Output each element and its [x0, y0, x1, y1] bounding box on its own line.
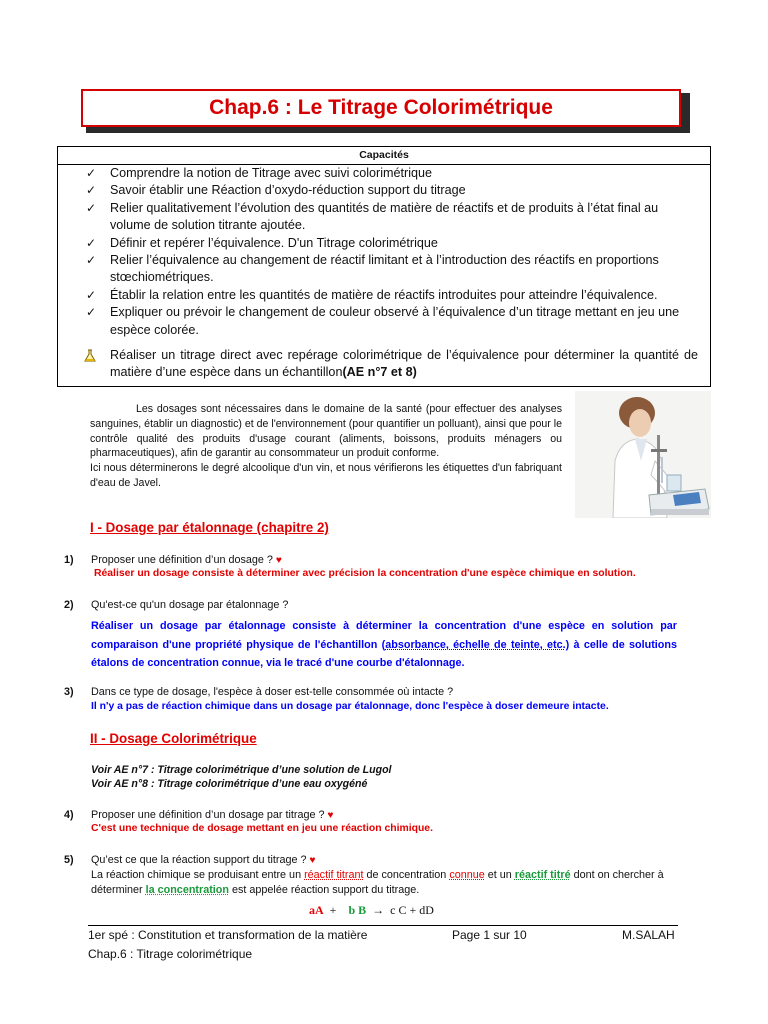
- capacite-item: ✓ Relier l’équivalence au changement de réactif limitant et à l’introduction des réactifs en proportions stœchiométriques.: [86, 253, 659, 285]
- capacites-list: [58, 165, 710, 382]
- capacite-item: ✓ Expliquer ou prévoir le changement de couleur observé à l’équivalence d’un titrage mettant en jeu une espèce colorée.: [86, 305, 680, 337]
- check-icon: ✓: [86, 200, 97, 215]
- ae7-reference: Voir AE n°7 : Titrage colorimétrique d’une solution de Lugol: [91, 764, 392, 776]
- capacite-item: ✓ Savoir établir une Réaction d’oxydo-réduction support du titrage: [58, 182, 710, 199]
- intro-paragraph-1: Les dosages sont nécessaires dans le domaine de la santé (pour effectuer des analyses sanguines, établir un diagnostic) et de l'environnement (pour quantifier un polluant), ainsi que pour le contrôle qualité des produits d'usage courant (aliments, boissons, produits ménagers ou pharmaceutiques), afin de garantir au consommateur un produit conforme.: [90, 403, 562, 460]
- section-1-title: I - Dosage par étalonnage (chapitre 2): [90, 520, 329, 535]
- capacite-item: ✓ Établir la relation entre les quantités de matière de réactifs introduites pour atteindre l’équivalence.: [58, 287, 710, 304]
- q5-text: Qu’est ce que la réaction support du titrage ? ♥: [91, 854, 316, 866]
- capacite-item: ✓ Comprendre la notion de Titrage avec suivi colorimétrique: [58, 165, 710, 182]
- intro-paragraph-2: Ici nous déterminerons le degré alcoolique d'un vin, et nous vérifierons les étiquettes d'un fabriquant d'eau de Javel.: [90, 462, 562, 489]
- q5-answer: La réaction chimique se produisant entre un réactif titrant de concentration connue et un réactif titré dont on chercher à déterminer la concentration est appelée réaction support du titrage.: [91, 869, 664, 896]
- check-icon: ✓: [86, 235, 97, 250]
- footer-chapter: Chap.6 : Titrage colorimétrique: [88, 947, 253, 961]
- check-icon: ✓: [86, 166, 97, 180]
- q2-number: 2): [64, 599, 74, 611]
- capacite-item: ✓ Relier qualitativement l’évolution des quantités de matière de réactifs et de produits à l’état final au volume de solution titrante ajoutée.: [86, 200, 659, 233]
- q1-text: Proposer une définition d’un dosage ? ♥: [91, 554, 282, 566]
- heart-icon: ♥: [327, 810, 334, 821]
- heart-icon: ♥: [275, 555, 282, 566]
- ae8-reference: Voir AE n°8 : Titrage colorimétrique d’une eau oxygéné: [91, 778, 368, 790]
- q4-text: Proposer une définition d’un dosage par titrage ? ♥: [91, 809, 334, 821]
- q4-answer: C'est une technique de dosage mettant en jeu une réaction chimique.: [91, 823, 433, 834]
- q1-number: 1): [64, 554, 74, 566]
- page-title: Chap.6 : Le Titrage Colorimétrique: [209, 96, 553, 119]
- check-icon: ✓: [86, 305, 97, 320]
- reaction-equation: aA + b B → c C + dD: [309, 903, 434, 917]
- footer-divider: [88, 925, 678, 926]
- q5-number: 5): [64, 854, 74, 866]
- heart-icon: ♥: [309, 855, 316, 866]
- q3-text: Dans ce type de dosage, l'espèce à doser est-telle consommée où intacte ?: [91, 686, 454, 698]
- title-box: [81, 89, 681, 127]
- q2-answer: Réaliser un dosage par étalonnage consiste à déterminer la concentration d'une espèce en solution par comparaison d'une propriété physique de l'échantillon (absorbance, échelle de teinte, etc.) à celle de solutions étalons de concentration connue, via le tracé d'une courbe d'étalonnage.: [91, 620, 678, 670]
- flask-icon: [83, 349, 97, 363]
- q1-answer: Réaliser un dosage consiste à déterminer avec précision la concentration d'une espèce chimique en solution.: [94, 568, 636, 579]
- q4-number: 4): [64, 809, 74, 821]
- footer-page-number: Page 1 sur 10: [452, 928, 527, 942]
- q3-number: 3): [64, 686, 74, 698]
- capacite-item: ✓ Définir et repérer l’équivalence. D'un Titrage colorimétrique: [58, 235, 710, 252]
- check-icon: ✓: [86, 253, 97, 268]
- lab-photo: [575, 391, 711, 518]
- capacite-lab-item: Réaliser un titrage direct avec repérage colorimétrique de l’équivalence pour déterminer la quantité de matière d’une espèce dans un échantillon(AE n°7 et 8): [58, 347, 710, 382]
- q3-answer: Il n'y a pas de réaction chimique dans un dosage par étalonnage, donc l'espèce à doser demeure intacte.: [91, 701, 609, 712]
- q2-text: Qu'est-ce qu'un dosage par étalonnage ?: [91, 599, 289, 611]
- check-icon: ✓: [86, 287, 97, 302]
- check-icon: ✓: [86, 183, 97, 198]
- capacites-table: [57, 146, 711, 387]
- footer-course: 1er spé : Constitution et transformation de la matière: [88, 928, 368, 942]
- section-2-title: II - Dosage Colorimétrique: [90, 731, 257, 746]
- footer-author: M.SALAH: [622, 928, 675, 942]
- capacites-header: Capacités: [58, 147, 710, 165]
- intro-text: [90, 402, 562, 491]
